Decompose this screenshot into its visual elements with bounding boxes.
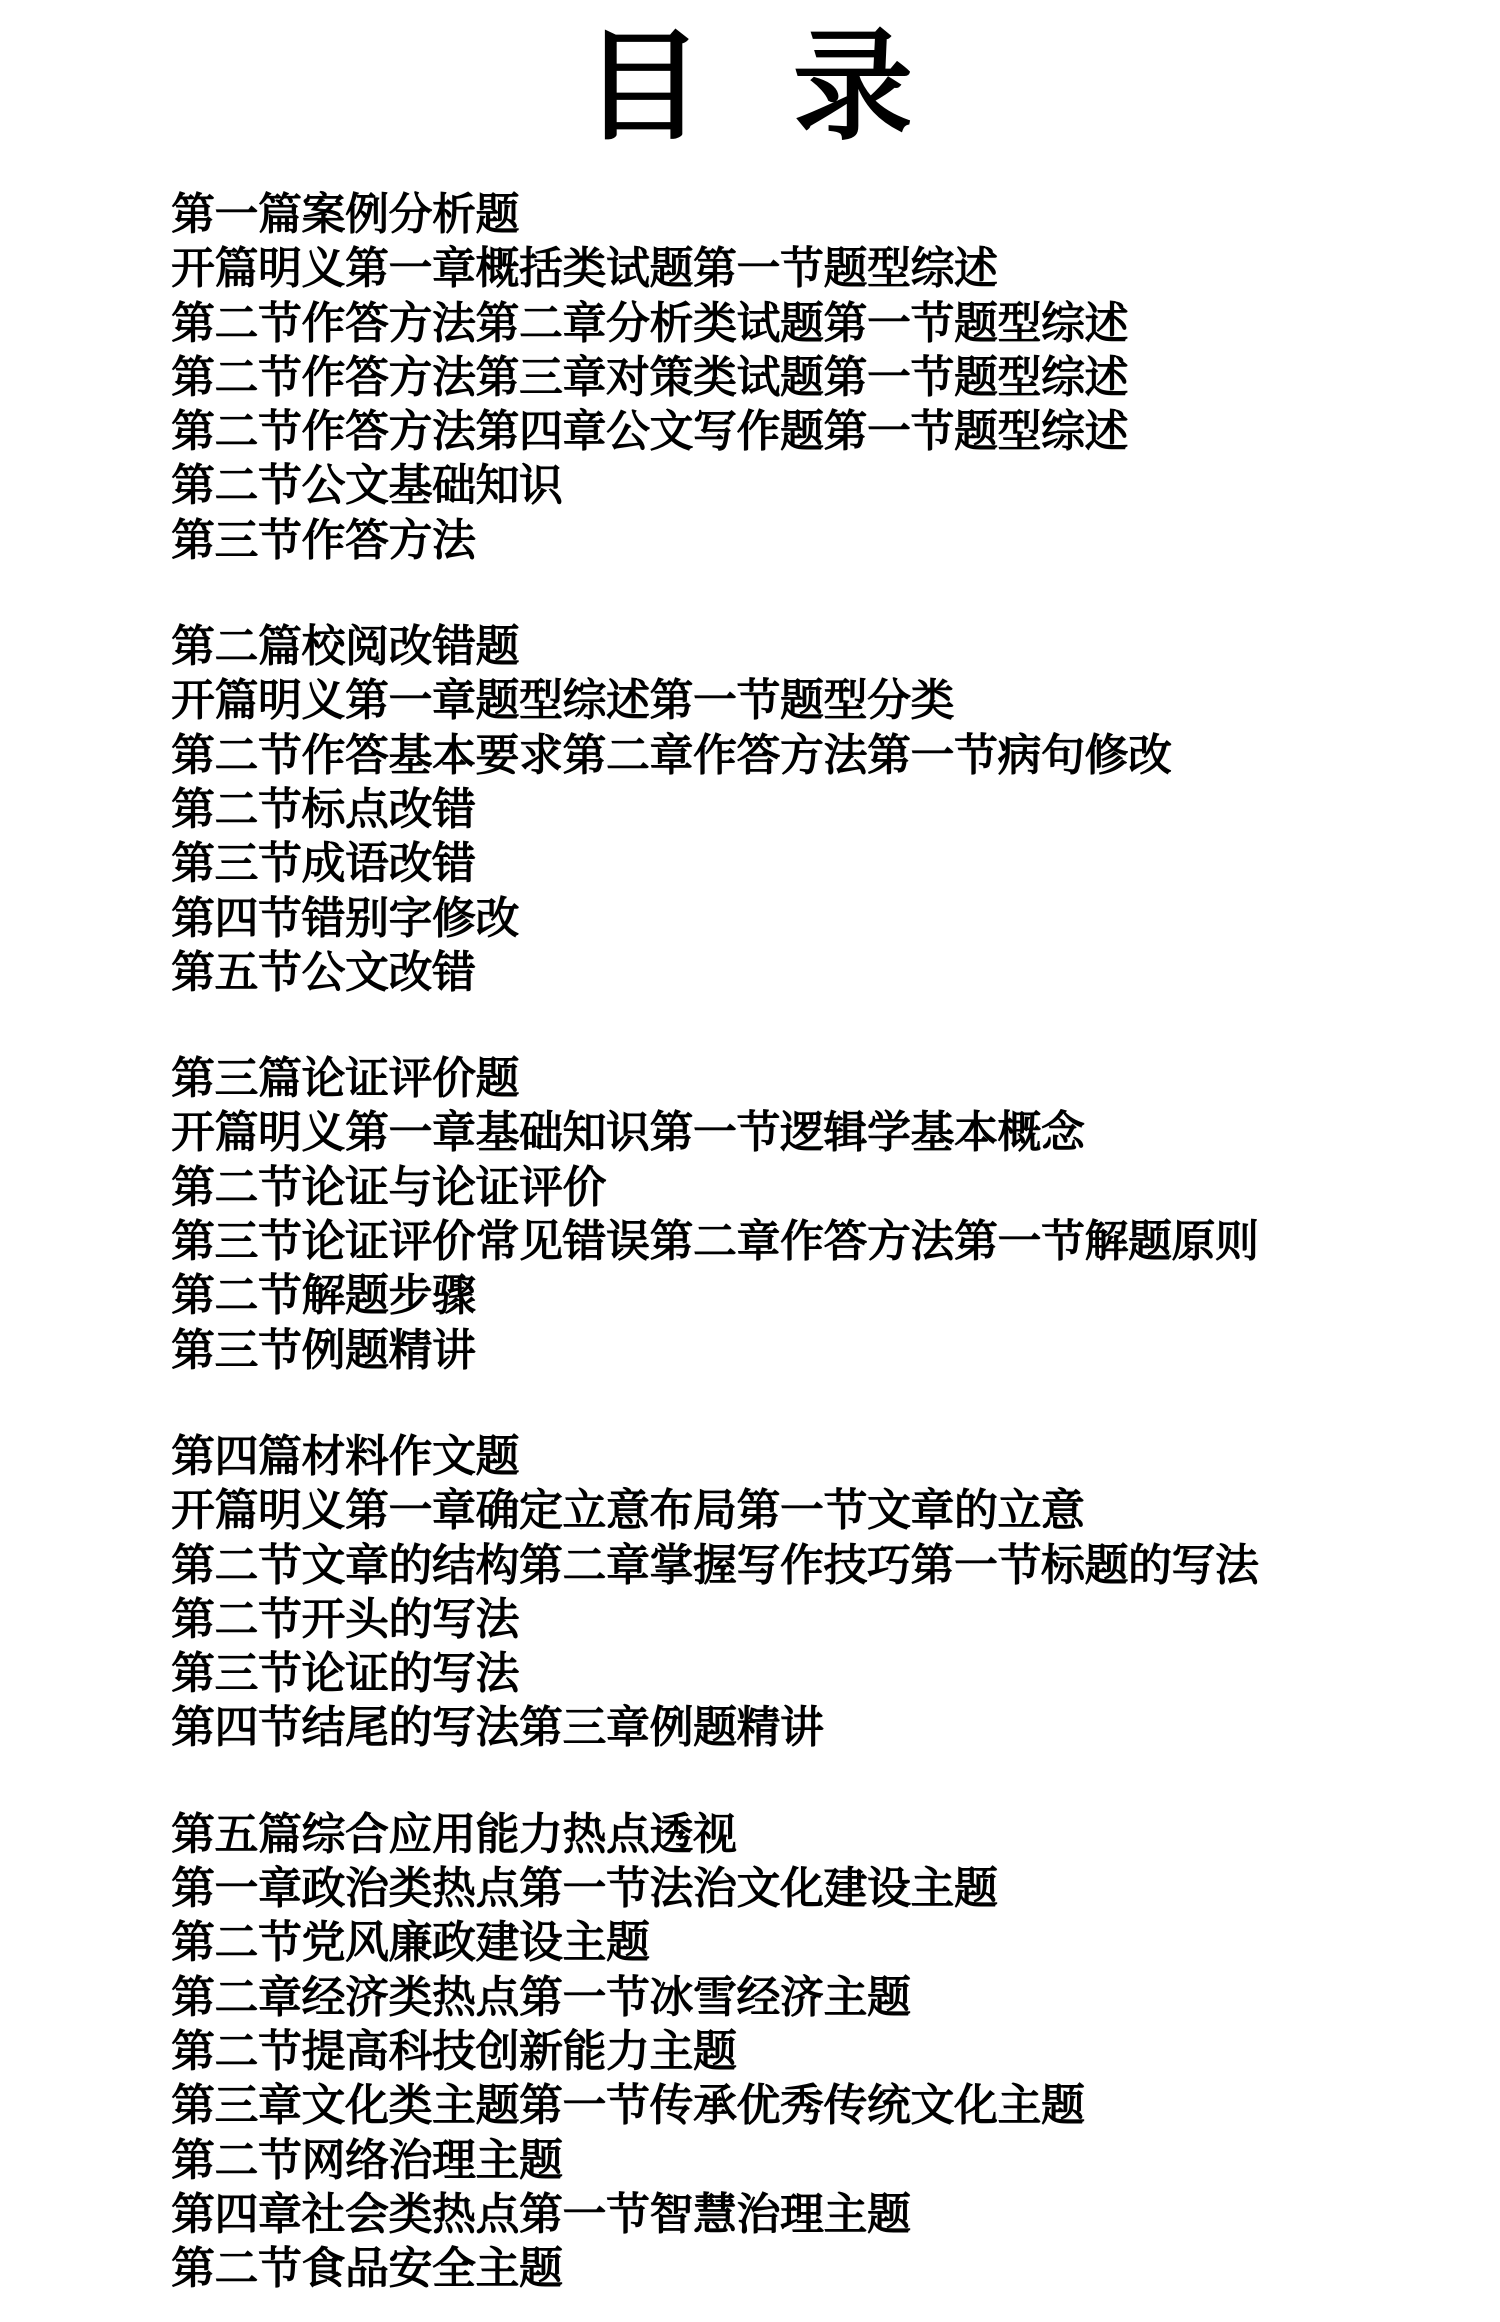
toc-entry: 第三章文化类主题第一节传承优秀传统文化主题 [171,2080,1085,2132]
toc-entry: 第二节论证与论证评价 [171,1161,606,1213]
toc-entry: 第二节开头的写法 [171,1593,519,1645]
toc-entry: 第四节结尾的写法第三章例题精讲 [171,1702,824,1754]
toc-entry: 第三节作答方法 [171,514,476,566]
toc-entry: 第二节作答基本要求第二章作答方法第一节病句修改 [171,729,1172,781]
toc-entry: 开篇明义第一章确定立意布局第一节文章的立意 [171,1485,1085,1537]
toc-part [171,1430,1471,1756]
toc-entry: 第二节网络治理主题 [171,2134,563,2186]
toc-entry: 第四章社会类热点第一节智慧治理主题 [171,2188,911,2240]
toc-entry: 第三节例题精讲 [171,1324,476,1376]
toc-part-heading: 第五篇综合应用能力热点透视 [171,1808,737,1860]
toc-entry: 开篇明义第一章概括类试题第一节题型综述 [171,243,998,295]
toc-entry: 第二节作答方法第二章分析类试题第一节题型综述 [171,297,1128,349]
toc-entry: 第三节论证评价常见错误第二章作答方法第一节解题原则 [171,1216,1259,1268]
toc-part [171,1808,1471,2297]
toc-part-heading: 第三篇论证评价题 [171,1053,519,1105]
toc-entry: 第二节党风廉政建设主题 [171,1917,650,1969]
toc-entry: 开篇明义第一章基础知识第一节逻辑学基本概念 [171,1107,1085,1159]
toc-part [171,188,1471,568]
toc-entry: 第二节标点改错 [171,783,476,835]
toc-part [171,620,1471,1000]
table-of-contents [171,188,1471,2322]
toc-entry: 第二节解题步骤 [171,1270,476,1322]
toc-entry: 第二节作答方法第三章对策类试题第一节题型综述 [171,351,1128,403]
toc-entry: 第二节公文基础知识 [171,460,563,512]
toc-entry: 第二节文章的结构第二章掌握写作技巧第一节标题的写法 [171,1539,1259,1591]
toc-part-heading: 第一篇案例分析题 [171,189,519,240]
toc-entry: 第二节食品安全主题 [171,2243,563,2295]
toc-part-heading: 第二篇校阅改错题 [171,621,519,673]
toc-entry: 开篇明义第一章题型综述第一节题型分类 [171,675,954,727]
toc-entry: 第二节提高科技创新能力主题 [171,2025,737,2077]
toc-part-heading: 第四篇材料作文题 [171,1430,519,1482]
toc-entry: 第三节论证的写法 [171,1648,519,1700]
page-title: 目 录 [583,18,937,157]
toc-entry: 第四节错别字修改 [171,892,519,944]
toc-entry: 第五节公文改错 [171,946,476,998]
toc-entry: 第二节作答方法第四章公文写作题第一节题型综述 [171,406,1128,458]
toc-entry: 第三节成语改错 [171,838,476,890]
toc-part [171,1052,1471,1378]
toc-entry: 第二章经济类热点第一节冰雪经济主题 [171,1971,911,2023]
toc-entry: 第一章政治类热点第一节法治文化建设主题 [171,1863,998,1915]
